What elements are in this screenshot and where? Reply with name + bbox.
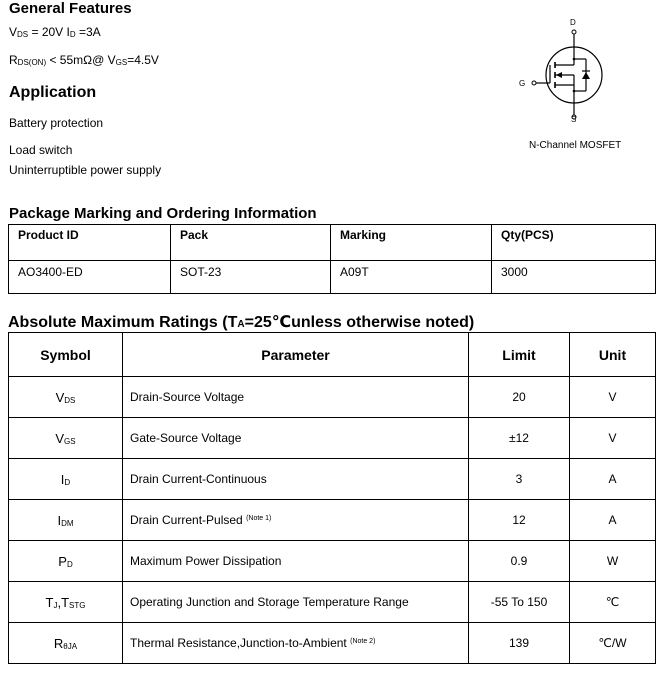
header-product-id: Product ID — [9, 225, 171, 261]
cell-unit: ℃/W — [570, 623, 656, 664]
cell-symbol — [9, 500, 123, 541]
table-row — [9, 541, 656, 582]
cell-limit: 12 — [469, 500, 570, 541]
rds-subscript: DS(ON) — [17, 58, 47, 67]
cell-limit: 0.9 — [469, 541, 570, 582]
header-qty: Qty(PCS) — [492, 225, 656, 261]
symbol-subscript: D — [64, 477, 71, 487]
symbol-main: R — [53, 635, 64, 651]
ratings-title-post: =25℃unless otherwise noted) — [244, 314, 475, 331]
symbol-subscript: J — [53, 600, 58, 610]
symbol-main: T — [45, 594, 54, 610]
vds-subscript: DS — [17, 30, 29, 39]
cell-symbol — [9, 377, 123, 418]
cell-limit: 3 — [469, 459, 570, 500]
rds-value: < 55mΩ@ — [46, 53, 108, 67]
table-row — [9, 623, 656, 664]
symbol-main: I — [57, 512, 62, 528]
table-row — [9, 459, 656, 500]
cell-qty: 3000 — [492, 261, 656, 294]
package-table — [8, 224, 656, 294]
cell-parameter — [123, 582, 469, 623]
cell-product-id: AO3400-ED — [9, 261, 171, 294]
vgs-subscript: GS — [115, 58, 128, 67]
symbol-main: P — [58, 553, 67, 569]
cell-symbol — [9, 459, 123, 500]
note-reference: (Note 1) — [246, 515, 272, 522]
header-parameter: Parameter — [123, 333, 469, 377]
cell-unit: A — [570, 500, 656, 541]
table-header-row — [9, 225, 656, 261]
cell-parameter — [123, 418, 469, 459]
table-row — [9, 500, 656, 541]
cell-parameter — [123, 623, 469, 664]
parameter-text: Thermal Resistance,Junction-to-Ambient — [130, 636, 347, 650]
ratings-table — [8, 332, 656, 664]
header-pack: Pack — [171, 225, 331, 261]
table-row — [9, 582, 656, 623]
id-symbol: I — [66, 25, 70, 39]
ratings-title — [8, 312, 474, 332]
source-label: S — [571, 115, 577, 124]
mosfet-symbol-icon — [510, 15, 640, 130]
vgs-value: =4.5V — [127, 53, 159, 67]
cell-parameter — [123, 541, 469, 582]
symbol-second-subscript: STG — [69, 600, 86, 610]
symbol-subscript: GS — [64, 436, 76, 446]
application-item: Battery protection — [9, 116, 104, 130]
symbol-second: ,T — [57, 594, 70, 610]
drain-label: D — [570, 18, 576, 27]
id-value: =3A — [75, 25, 101, 39]
id-subscript: D — [69, 30, 76, 39]
header-limit: Limit — [469, 333, 570, 377]
table-row — [9, 418, 656, 459]
cell-unit: V — [570, 418, 656, 459]
parameter-text: Drain Current-Pulsed — [130, 513, 243, 527]
parameter-text: Drain-Source Voltage — [130, 390, 245, 404]
cell-parameter — [123, 377, 469, 418]
cell-pack: SOT-23 — [171, 261, 331, 294]
cell-unit: A — [570, 459, 656, 500]
application-title: Application — [9, 84, 97, 101]
cell-symbol — [9, 541, 123, 582]
cell-marking: A09T — [331, 261, 492, 294]
cell-limit: ±12 — [469, 418, 570, 459]
cell-limit: 139 — [469, 623, 570, 664]
cell-unit: W — [570, 541, 656, 582]
symbol-main: I — [60, 471, 65, 487]
cell-parameter — [123, 500, 469, 541]
cell-symbol — [9, 418, 123, 459]
table-header-row — [9, 333, 656, 377]
package-title: Package Marking and Ordering Information — [9, 205, 317, 222]
note-reference: (Note 2) — [350, 638, 376, 645]
cell-limit: -55 To 150 — [469, 582, 570, 623]
symbol-subscript: DM — [61, 518, 74, 528]
cell-symbol — [9, 623, 123, 664]
parameter-text: Maximum Power Dissipation — [130, 554, 282, 568]
symbol-subscript: DS — [64, 395, 76, 405]
symbol-main: V — [55, 389, 65, 405]
mosfet-symbol-diagram — [510, 15, 640, 130]
application-item: Load switch — [9, 143, 73, 157]
cell-limit: 20 — [469, 377, 570, 418]
mosfet-caption: N-Channel MOSFET — [529, 140, 622, 151]
cell-unit: V — [570, 377, 656, 418]
gate-label: G — [519, 79, 526, 88]
vds-symbol: V — [9, 25, 18, 39]
general-features-title: General Features — [9, 0, 132, 17]
symbol-subscript: D — [66, 559, 73, 569]
symbol-subscript: θJA — [63, 641, 78, 651]
parameter-text: Operating Junction and Storage Temperature Range — [130, 595, 409, 609]
symbol-main: V — [55, 430, 65, 446]
header-marking: Marking — [331, 225, 492, 261]
ratings-title-pre: Absolute Maximum Ratings (T — [8, 314, 238, 331]
parameter-text: Drain Current-Continuous — [130, 472, 267, 486]
ratings-title-sub: A — [237, 319, 245, 330]
application-item: Uninterruptible power supply — [9, 163, 162, 177]
vgs-symbol: V — [107, 53, 116, 67]
parameter-text: Gate-Source Voltage — [130, 431, 242, 445]
cell-parameter — [123, 459, 469, 500]
rds-spec — [9, 53, 159, 67]
header-unit: Unit — [570, 333, 656, 377]
table-row — [9, 261, 656, 294]
rds-symbol: R — [9, 53, 18, 67]
header-symbol: Symbol — [9, 333, 123, 377]
vds-value: = 20V — [28, 25, 67, 39]
table-row — [9, 377, 656, 418]
cell-symbol — [9, 582, 123, 623]
cell-unit: ℃ — [570, 582, 656, 623]
vds-id-spec — [9, 25, 101, 39]
